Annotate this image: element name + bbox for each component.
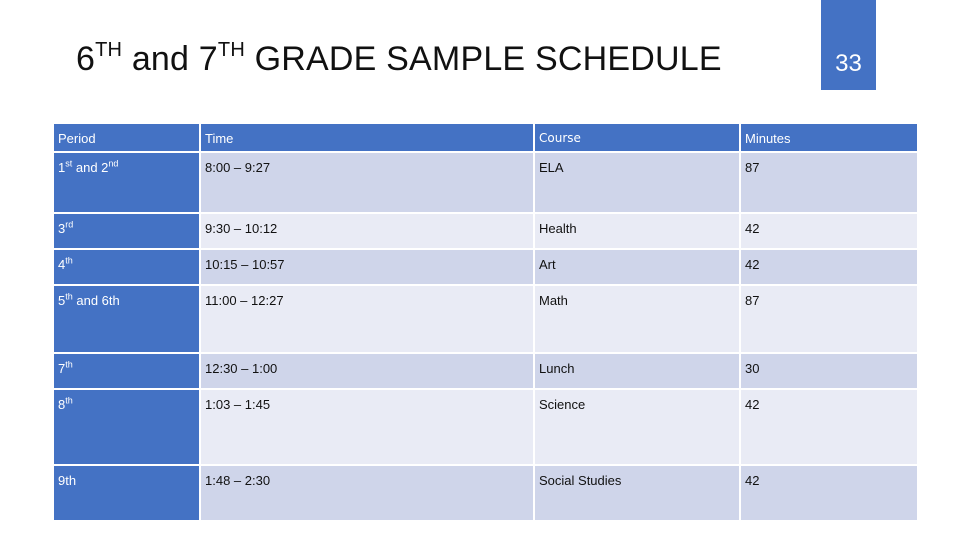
time-cell: 1:48 – 2:30 [200, 465, 534, 521]
period-number: 5 [58, 293, 66, 308]
period-cell [53, 152, 200, 213]
title-part-2: and 7 [122, 40, 218, 78]
title-part-3: GRADE SAMPLE SCHEDULE [244, 40, 722, 78]
period-number: 8 [58, 397, 66, 412]
period-superscript: th [65, 291, 73, 302]
period-number: 4 [58, 257, 66, 272]
page-title [76, 40, 722, 79]
header-time: Time [200, 123, 534, 152]
period-cell [53, 353, 200, 389]
course-cell: Math [534, 285, 740, 353]
period-superscript: th [65, 359, 73, 370]
period-number: 3 [58, 221, 66, 236]
page-number: 33 [835, 50, 862, 77]
page-number-box [821, 0, 876, 90]
minutes-cell: 42 [740, 213, 918, 249]
course-cell: Art [534, 249, 740, 285]
minutes-cell: 87 [740, 285, 918, 353]
period-cell [53, 213, 200, 249]
time-cell: 10:15 – 10:57 [200, 249, 534, 285]
period-suffix: and 2 [72, 160, 109, 175]
period-number: 7 [58, 361, 66, 376]
time-cell: 1:03 – 1:45 [200, 389, 534, 465]
period-number: 9th [58, 473, 77, 488]
time-cell: 12:30 – 1:00 [200, 353, 534, 389]
header-period: Period [53, 123, 200, 152]
minutes-cell: 87 [740, 152, 918, 213]
period-superscript: th [65, 395, 73, 406]
table-row [53, 389, 918, 465]
header-minutes: Minutes [740, 123, 918, 152]
course-cell: Lunch [534, 353, 740, 389]
period-suffix: and 6th [72, 293, 120, 308]
course-cell: Health [534, 213, 740, 249]
table-row [53, 152, 918, 213]
time-cell: 8:00 – 9:27 [200, 152, 534, 213]
minutes-cell: 30 [740, 353, 918, 389]
course-cell: Social Studies [534, 465, 740, 521]
table-row [53, 353, 918, 389]
period-cell [53, 389, 200, 465]
period-superscript: rd [65, 219, 74, 230]
title-part-1: 6 [76, 40, 96, 78]
period-superscript: st [65, 158, 73, 169]
period-cell [53, 249, 200, 285]
table-row [53, 213, 918, 249]
header-course: Course [534, 123, 740, 152]
minutes-cell: 42 [740, 249, 918, 285]
period-cell [53, 285, 200, 353]
table-header-row [53, 123, 918, 152]
minutes-cell: 42 [740, 465, 918, 521]
minutes-cell: 42 [740, 389, 918, 465]
time-cell: 11:00 – 12:27 [200, 285, 534, 353]
table-row [53, 249, 918, 285]
period-superscript-2: nd [108, 158, 119, 169]
table-row [53, 285, 918, 353]
time-cell: 9:30 – 10:12 [200, 213, 534, 249]
schedule-table [52, 122, 919, 522]
course-cell: ELA [534, 152, 740, 213]
period-cell [53, 465, 200, 521]
period-number: 1 [58, 160, 66, 175]
table-row [53, 465, 918, 521]
course-cell: Science [534, 389, 740, 465]
title-superscript-1: TH [95, 38, 123, 61]
period-superscript: th [65, 255, 73, 266]
title-superscript-2: TH [217, 38, 245, 61]
